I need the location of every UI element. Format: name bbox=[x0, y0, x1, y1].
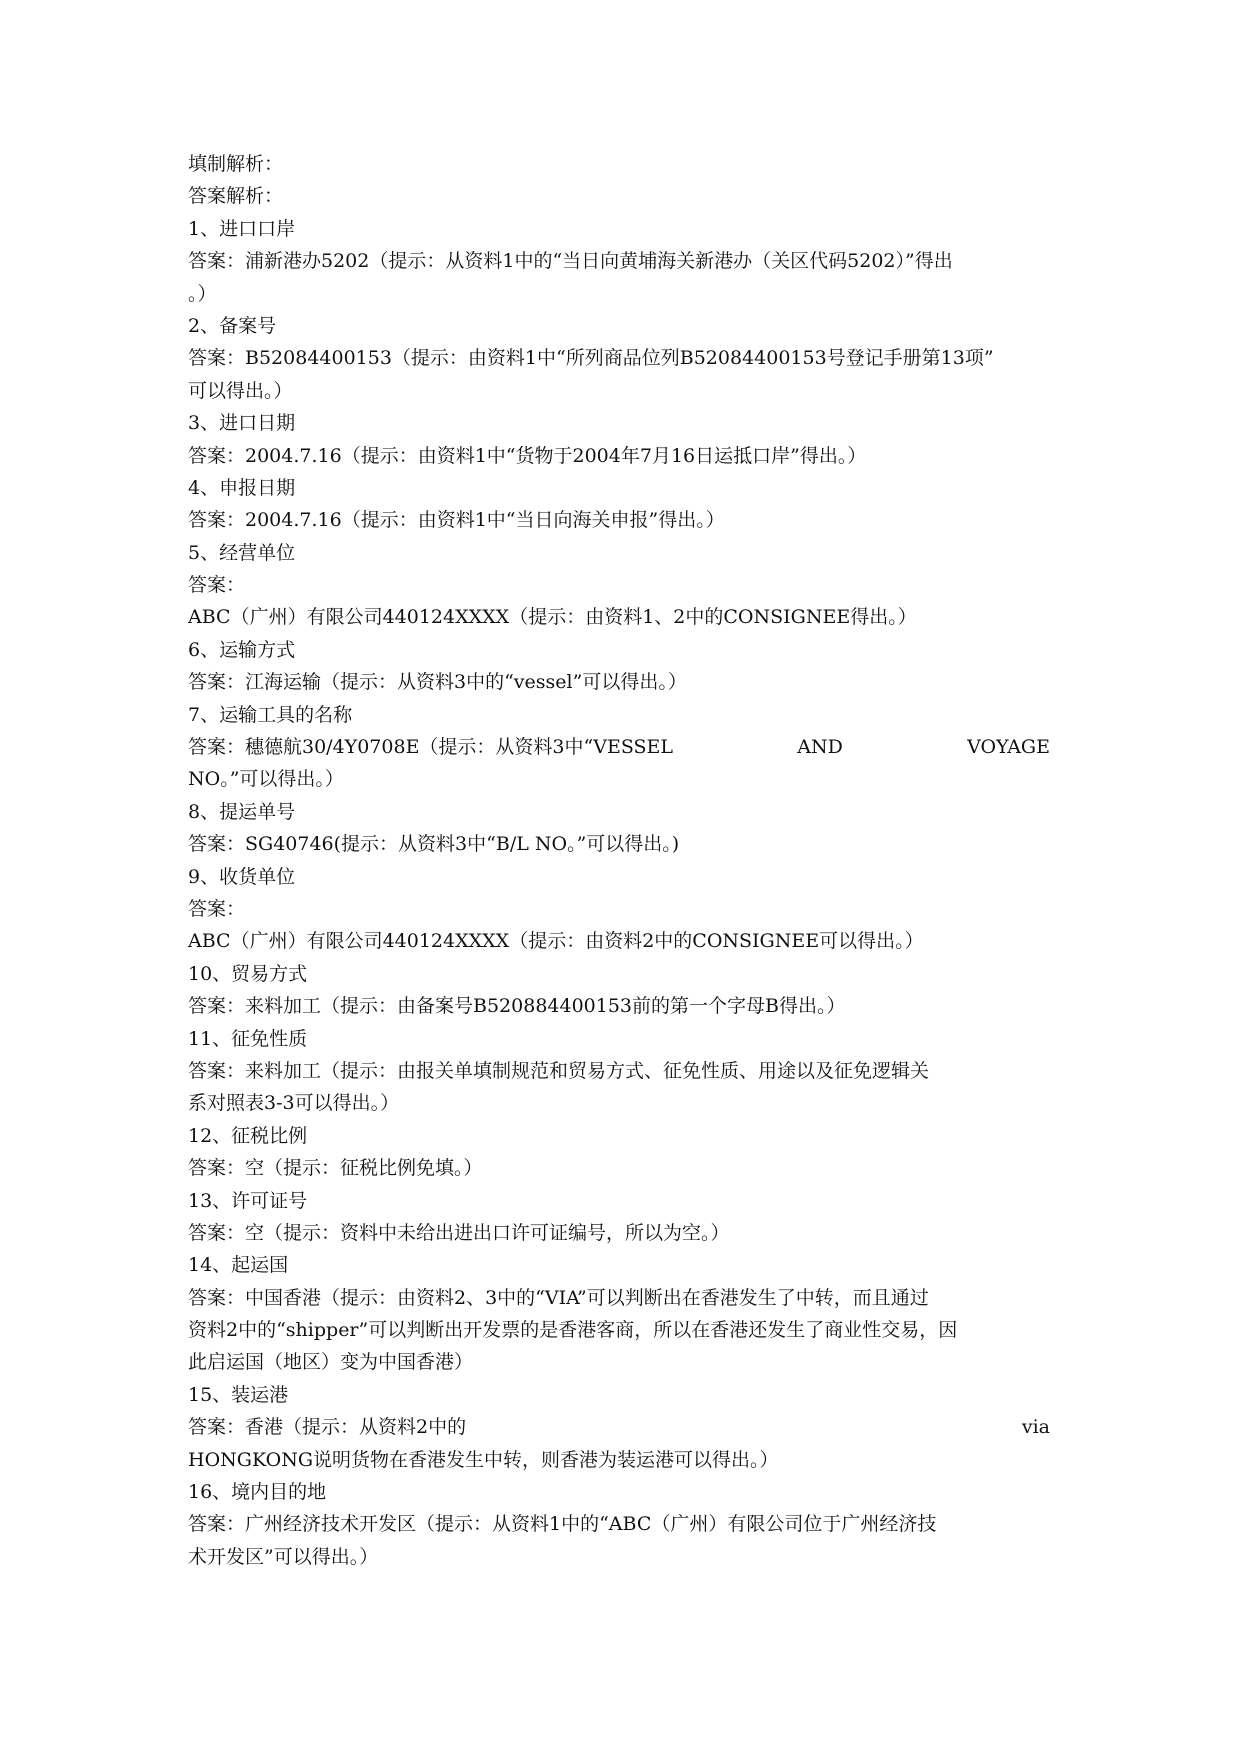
item-answer: 答案：江海运输（提示：从资料3中的“vessel”可以得出。） bbox=[188, 671, 687, 694]
item-heading: 7、运输工具的名称 bbox=[188, 703, 353, 726]
item-heading: 3、进口日期 bbox=[188, 412, 296, 435]
item-answer: 答案：来料加工（提示：由备案号B520884400153前的第一个字母B得出。） bbox=[188, 995, 846, 1018]
item-answer: ABC（广州）有限公司440124XXXX（提示：由资料1、2中的CONSIGNEE得出。） bbox=[188, 606, 917, 629]
item-heading: 15、装运港 bbox=[188, 1383, 289, 1406]
item-answer: 答案：广州经济技术开发区（提示：从资料1中的“ABC（广州）有限公司位于广州经济技 bbox=[188, 1513, 937, 1536]
item-heading: 4、申报日期 bbox=[188, 476, 296, 499]
item-answer: 答案： bbox=[188, 897, 246, 920]
answer-segment: VOYAGE bbox=[967, 736, 1050, 759]
item-answer-justified bbox=[188, 731, 1050, 763]
document-page bbox=[188, 148, 1050, 1573]
item-answer: 答案：SG40746(提示：从资料3中“B/L NO。”可以得出。) bbox=[188, 833, 680, 856]
answer-segment: AND bbox=[797, 736, 843, 759]
item-answer: 答案：2004.7.16（提示：由资料1中“当日向海关申报”得出。） bbox=[188, 509, 725, 532]
item-heading: 14、起运国 bbox=[188, 1254, 289, 1277]
item-answer: 答案：来料加工（提示：由报关单填制规范和贸易方式、征免性质、用途以及征免逻辑关 bbox=[188, 1059, 930, 1082]
item-answer: ABC（广州）有限公司440124XXXX（提示：由资料2中的CONSIGNEE可以得出。） bbox=[188, 930, 924, 953]
section-title-fill: 填制解析： bbox=[188, 153, 284, 175]
item-answer: 答案：B52084400153（提示：由资料1中“所列商品位列B52084400153号登记手册第13项” bbox=[188, 347, 994, 370]
item-answer: 此启运国（地区）变为中国香港） bbox=[188, 1351, 474, 1374]
answer-segment: 答案：穗德航30/4Y0708E（提示：从资料3中“VESSEL bbox=[188, 736, 674, 759]
item-answer: 答案：空（提示：征税比例免填。） bbox=[188, 1157, 483, 1180]
item-answer: 资料2中的“shipper”可以判断出开发票的是香港客商，所以在香港还发生了商业性交易，因 bbox=[188, 1319, 958, 1342]
item-answer: 可以得出。） bbox=[188, 379, 293, 402]
item-answer: 答案： bbox=[188, 574, 246, 597]
answer-segment: 答案：香港（提示：从资料2中的 bbox=[188, 1416, 467, 1439]
item-answer: NO。”可以得出。） bbox=[188, 768, 344, 791]
item-heading: 8、提运单号 bbox=[188, 800, 296, 823]
item-heading: 16、境内目的地 bbox=[188, 1481, 327, 1504]
item-heading: 13、许可证号 bbox=[188, 1189, 308, 1212]
item-answer: 系对照表3-3可以得出。） bbox=[188, 1092, 400, 1115]
item-answer-justified bbox=[188, 1411, 1050, 1443]
item-answer: HONGKONG说明货物在香港发生中转，则香港为装运港可以得出。） bbox=[188, 1448, 779, 1471]
item-heading: 12、征税比例 bbox=[188, 1124, 308, 1147]
item-heading: 10、贸易方式 bbox=[188, 962, 308, 985]
item-answer: 术开发区”可以得出。） bbox=[188, 1545, 379, 1568]
item-heading: 6、运输方式 bbox=[188, 638, 296, 661]
item-answer: 。） bbox=[188, 282, 217, 305]
item-answer: 答案：中国香港（提示：由资料2、3中的“VIA”可以判断出在香港发生了中转，而且通过 bbox=[188, 1286, 929, 1309]
item-answer: 答案：空（提示：资料中未给出进出口许可证编号，所以为空。） bbox=[188, 1221, 730, 1244]
item-answer: 答案：浦新港办5202（提示：从资料1中的“当日向黄埔海关新港办（关区代码5202）”得出 bbox=[188, 250, 953, 273]
section-title-answer: 答案解析： bbox=[188, 185, 284, 208]
item-heading: 2、备案号 bbox=[188, 314, 277, 337]
answer-segment: via bbox=[1021, 1416, 1050, 1439]
item-heading: 5、经营单位 bbox=[188, 541, 296, 564]
item-heading: 9、收货单位 bbox=[188, 865, 296, 888]
item-heading: 11、征免性质 bbox=[188, 1027, 308, 1050]
item-answer: 答案：2004.7.16（提示：由资料1中“货物于2004年7月16日运抵口岸”得出。） bbox=[188, 444, 867, 467]
item-heading: 1、进口口岸 bbox=[188, 217, 296, 240]
